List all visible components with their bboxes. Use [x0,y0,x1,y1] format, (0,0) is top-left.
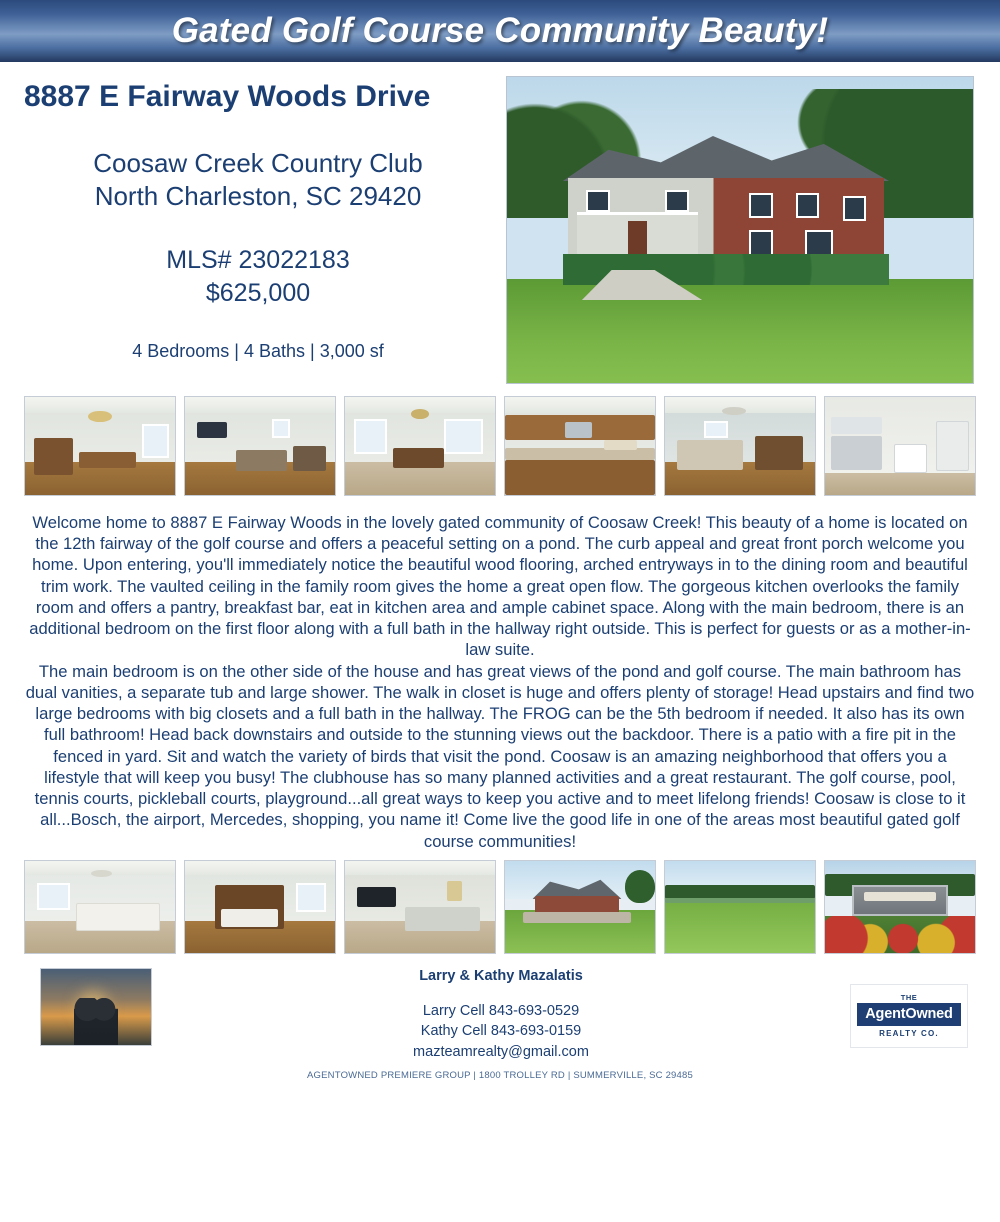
breakfast-area-photo [344,396,496,496]
agent-phone-larry: Larry Cell 843-693-0529 [422,1002,580,1019]
description-paragraph-1: Welcome home to 8887 E Fairway Woods in the lovely gated community of Coosaw Creek! This beauty of a home is located on the 12th fairway of the golf course and offers a peaceful setting on a pond. The curb appeal and great front porch welcome you home. Upon entering, you'll immediately notice the beautiful wood flooring, arched entryways in to the dining room and beautiful trim work. The vaulted ceiling in the family room gives the home a great open flow. The gorgeous kitchen overlooks the family room and offers a pantry, breakfast bar, eat in kitchen area and ample cabinet space. Along with the main bedroom, there is an additional bedroom on the first floor along with a full bath in the hallway right outside. This is perfect for guests or as a mother-in-law suite. [29,513,971,660]
main-bedroom-photo [664,396,816,496]
agent-footer [0,954,1000,1063]
mls-number: MLS# 23022183 [166,245,350,274]
property-description [0,496,1000,852]
agent-portrait-photo [40,968,152,1046]
front-exterior-photo [506,76,974,384]
property-specs: 4 Bedrooms | 4 Baths | 3,000 sf [132,341,384,362]
photo-strip-bottom [0,852,1000,954]
agentowned-realty-logo [850,984,968,1048]
agent-names: Larry & Kathy Mazalatis [419,967,583,984]
agent-email[interactable]: mazteamrealty@gmail.com [413,1043,589,1060]
photo-strip-top [0,384,1000,496]
rear-exterior-patio-photo [504,860,656,954]
logo-realty-text: REALTY CO. [879,1029,939,1039]
kitchen-photo [504,396,656,496]
listing-header-row [0,62,1000,384]
logo-brand-name: AgentOwned [857,1003,961,1026]
city-state-zip: North Charleston, SC 29420 [94,181,422,212]
listing-details [24,76,492,384]
agent-phone-kathy: Kathy Cell 843-693-0159 [420,1023,582,1040]
main-bathroom-photo [824,396,976,496]
property-address: 8887 E Fairway Woods Drive [24,80,431,113]
guest-bedroom-photo [24,860,176,954]
family-room-photo [184,396,336,496]
dining-room-photo [24,396,176,496]
agent-contact-block [152,964,850,1063]
office-disclaimer: AGENTOWNED PREMIERE GROUP | 1800 TROLLEY RD | SUMMERVILLE, SC 29485 [307,1070,693,1082]
banner-title: Gated Golf Course Community Beauty! [171,11,829,50]
description-paragraph-2: The main bedroom is on the other side of the house and has great views of the pond and golf course. The main bathroom has dual vanities, a separate tub and large shower. The walk in closet is huge and offers plenty of storage! Head upstairs and find two large bedrooms with big closets and a full bath in the hallway. The FROG can be the 5th bedroom if needed. It also has its own full bathroom! Head back downstairs and outside to the stunning views out the backdoor. There is a patio with a fire pit in the fenced in yard. Sit and watch the variety of birds that visit the pond. Coosaw is an amazing neighborhood that offers you a lifestyle that will keep you busy! The clubhouse has so many planned activities and a great restaurant. The golf course, pool, tennis courts, pickleball courts, playground...all great ways to keep you active and to meet lifelong friends! Coosaw is close to it all...Bosch, the airport, Mercedes, shopping, you name it! Come live the good life in one of the areas most beautiful gated golf course communities! [25,661,975,851]
community-entrance-sign-photo [824,860,976,954]
upstairs-bedroom-photo [184,860,336,954]
logo-the-text: THE [900,993,918,1003]
community-name: Coosaw Creek Country Club [93,148,423,178]
frog-bonus-room-photo [344,860,496,954]
community-block [24,147,492,214]
front-exterior-photo-art [507,77,973,383]
golf-course-pond-view-photo [664,860,816,954]
mls-price-block [24,244,492,312]
listing-price: $625,000 [205,279,311,308]
header-banner [0,0,1000,62]
